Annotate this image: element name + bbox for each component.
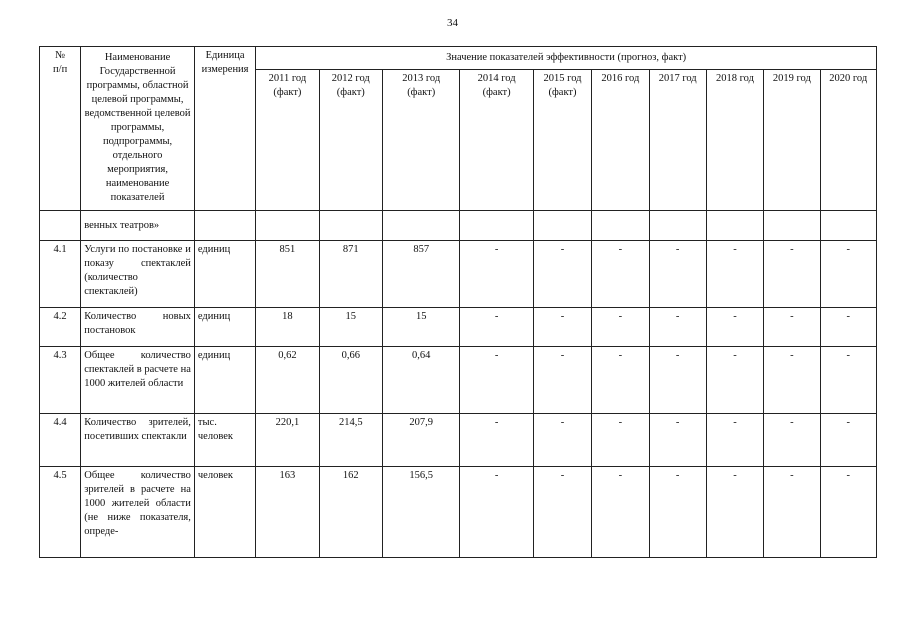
row-value: -: [820, 241, 877, 308]
header-year: 2013 год (факт): [382, 70, 459, 211]
row-value: -: [592, 308, 649, 347]
row-value: -: [460, 241, 533, 308]
continuation-text: венных театров»: [81, 211, 195, 241]
row-unit: единиц: [194, 308, 255, 347]
header-num: № п/п: [40, 47, 81, 211]
row-unit: единиц: [194, 347, 255, 414]
row-value: -: [706, 467, 763, 558]
row-value: -: [764, 241, 820, 308]
row-value: -: [460, 347, 533, 414]
table-row: [40, 414, 877, 467]
row-value: -: [533, 241, 591, 308]
row-value: -: [706, 241, 763, 308]
row-value: -: [649, 241, 706, 308]
row-value: -: [592, 241, 649, 308]
header-year: 2011 год (факт): [256, 70, 319, 211]
table-row: [40, 347, 877, 414]
row-value: -: [820, 467, 877, 558]
row-value: -: [533, 347, 591, 414]
row-value: 0,66: [319, 347, 382, 414]
header-year: 2018 год: [706, 70, 763, 211]
row-value: 857: [382, 241, 459, 308]
row-value: -: [820, 414, 877, 467]
row-value: -: [592, 467, 649, 558]
row-number: 4.2: [40, 308, 81, 347]
indicators-table: [39, 46, 877, 558]
row-value: -: [649, 347, 706, 414]
header-year: 2014 год (факт): [460, 70, 533, 211]
row-value: 220,1: [256, 414, 319, 467]
row-value: 156,5: [382, 467, 459, 558]
row-value: 162: [319, 467, 382, 558]
header-year: 2017 год: [649, 70, 706, 211]
header-year: 2020 год: [820, 70, 877, 211]
header-year: 2015 год (факт): [533, 70, 591, 211]
row-value: -: [460, 467, 533, 558]
row-number: 4.5: [40, 467, 81, 558]
row-value: -: [764, 308, 820, 347]
row-unit: человек: [194, 467, 255, 558]
row-value: 871: [319, 241, 382, 308]
row-value: 214,5: [319, 414, 382, 467]
row-value: -: [706, 308, 763, 347]
row-unit: тыс. человек: [194, 414, 255, 467]
header-year: 2019 год: [764, 70, 820, 211]
row-value: -: [592, 347, 649, 414]
row-value: -: [649, 467, 706, 558]
row-value: 0,64: [382, 347, 459, 414]
continuation-row: [40, 211, 877, 241]
row-value: -: [764, 347, 820, 414]
row-value: -: [460, 308, 533, 347]
header-year: 2012 год (факт): [319, 70, 382, 211]
row-value: 163: [256, 467, 319, 558]
row-value: -: [533, 467, 591, 558]
row-unit: единиц: [194, 241, 255, 308]
row-value: -: [706, 347, 763, 414]
header-values-group: Значение показателей эффективности (прогноз, факт): [256, 47, 877, 70]
header-year: 2016 год: [592, 70, 649, 211]
header-name: Наименование Государственной программы, областной целевой программы, ведомственной целевой программы, подпрограммы, отдельного мероприятия, наименование показателей: [81, 47, 195, 211]
row-number: 4.3: [40, 347, 81, 414]
table-row: [40, 467, 877, 558]
row-value: -: [820, 347, 877, 414]
row-value: -: [649, 308, 706, 347]
row-name: Количество новых постановок: [81, 308, 195, 347]
table-row: [40, 241, 877, 308]
row-name: Количество зрителей, посетивших спектакли: [81, 414, 195, 467]
row-name: Общее количество зрителей в расчете на 1000 жителей области (не ниже показателя, опреде-: [81, 467, 195, 558]
row-value: -: [533, 414, 591, 467]
row-name: Общее количество спектаклей в расчете на 1000 жителей области: [81, 347, 195, 414]
row-value: -: [533, 308, 591, 347]
row-value: -: [460, 414, 533, 467]
table-row: [40, 308, 877, 347]
row-number: 4.4: [40, 414, 81, 467]
row-value: -: [706, 414, 763, 467]
row-value: -: [764, 414, 820, 467]
row-value: 0,62: [256, 347, 319, 414]
header-unit: Единица измерения: [194, 47, 255, 211]
row-value: 18: [256, 308, 319, 347]
row-value: 15: [319, 308, 382, 347]
page-number: 34: [447, 17, 458, 29]
row-value: 15: [382, 308, 459, 347]
row-value: 207,9: [382, 414, 459, 467]
row-value: -: [764, 467, 820, 558]
row-value: 851: [256, 241, 319, 308]
row-value: -: [820, 308, 877, 347]
row-value: -: [592, 414, 649, 467]
row-value: -: [649, 414, 706, 467]
row-name: Услуги по постановке и показу спектаклей (количество спектаклей): [81, 241, 195, 308]
row-number: 4.1: [40, 241, 81, 308]
